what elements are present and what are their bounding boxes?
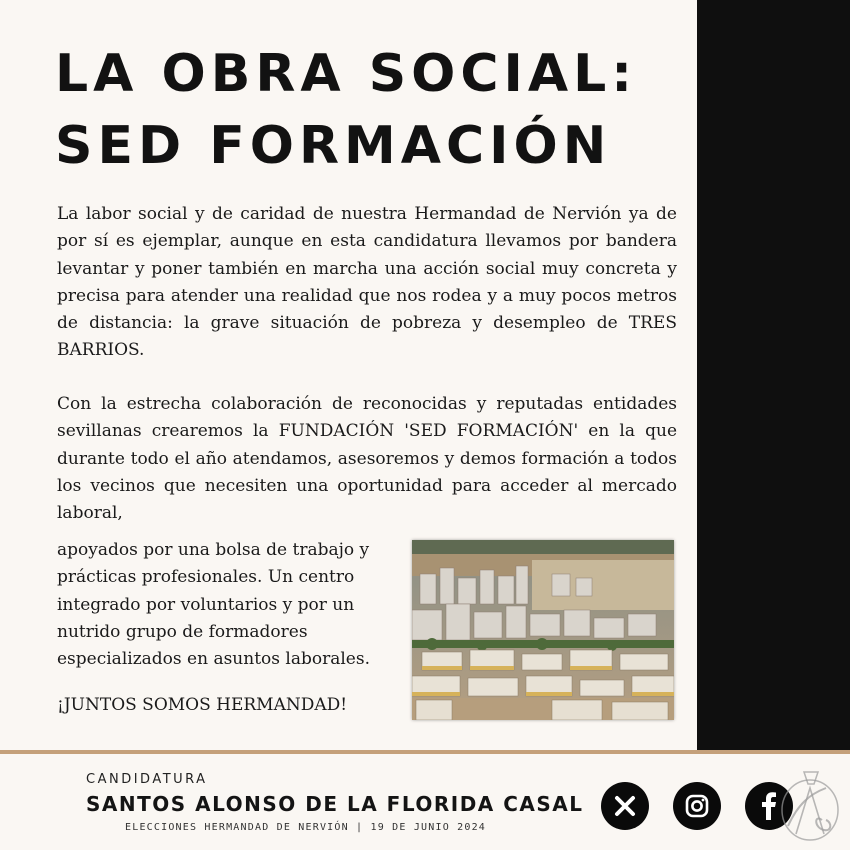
paragraph-2: Con la estrecha colaboración de reconocidas y reputadas entidades sevillanas crearemos la FUNDACIÓN 'SED FORMACIÓN' en la que durante todo el año atendamos, asesoremos y demos formación a todos los vecinos que necesiten una oportunidad para acceder al mercado laboral,	[57, 394, 677, 524]
footer-divider	[0, 750, 850, 754]
election-subtitle: ELECCIONES HERMANDAD DE NERVIÓN | 19 DE JUNIO 2024	[125, 822, 487, 833]
brotherhood-seal-icon	[774, 764, 844, 844]
x-icon[interactable]	[601, 782, 649, 830]
title-line-2: SED FORMACIÓN	[55, 116, 612, 176]
slogan: ¡JUNTOS SOMOS HERMANDAD!	[57, 695, 348, 715]
aerial-neighborhood-photo	[412, 540, 674, 720]
paragraph-1: La labor social y de caridad de nuestra Hermandad de Nervión ya de por sí es ejemplar, aunque en esta candidatura llevamos por bandera levantar y poner también en marcha una acción social muy concreta y precisa para atender una realidad que nos rodea y a muy pocos metros de distancia: la grave situación de pobreza y desempleo de TRES BARRIOS.	[57, 204, 677, 361]
footer-label: CANDIDATURA	[86, 772, 208, 787]
title-line-1: LA OBRA SOCIAL:	[55, 44, 638, 104]
black-sidebar	[697, 0, 850, 750]
photo-illustration	[412, 540, 674, 720]
paragraph-3: apoyados por una bolsa de trabajo y prácticas profesionales. Un centro integrado por voluntarios y por un nutrido grupo de formadores especializados en asuntos laborales.	[57, 540, 370, 670]
instagram-icon[interactable]	[673, 782, 721, 830]
candidate-name: SANTOS ALONSO DE LA FLORIDA CASAL	[86, 792, 584, 816]
page-title	[55, 38, 685, 182]
